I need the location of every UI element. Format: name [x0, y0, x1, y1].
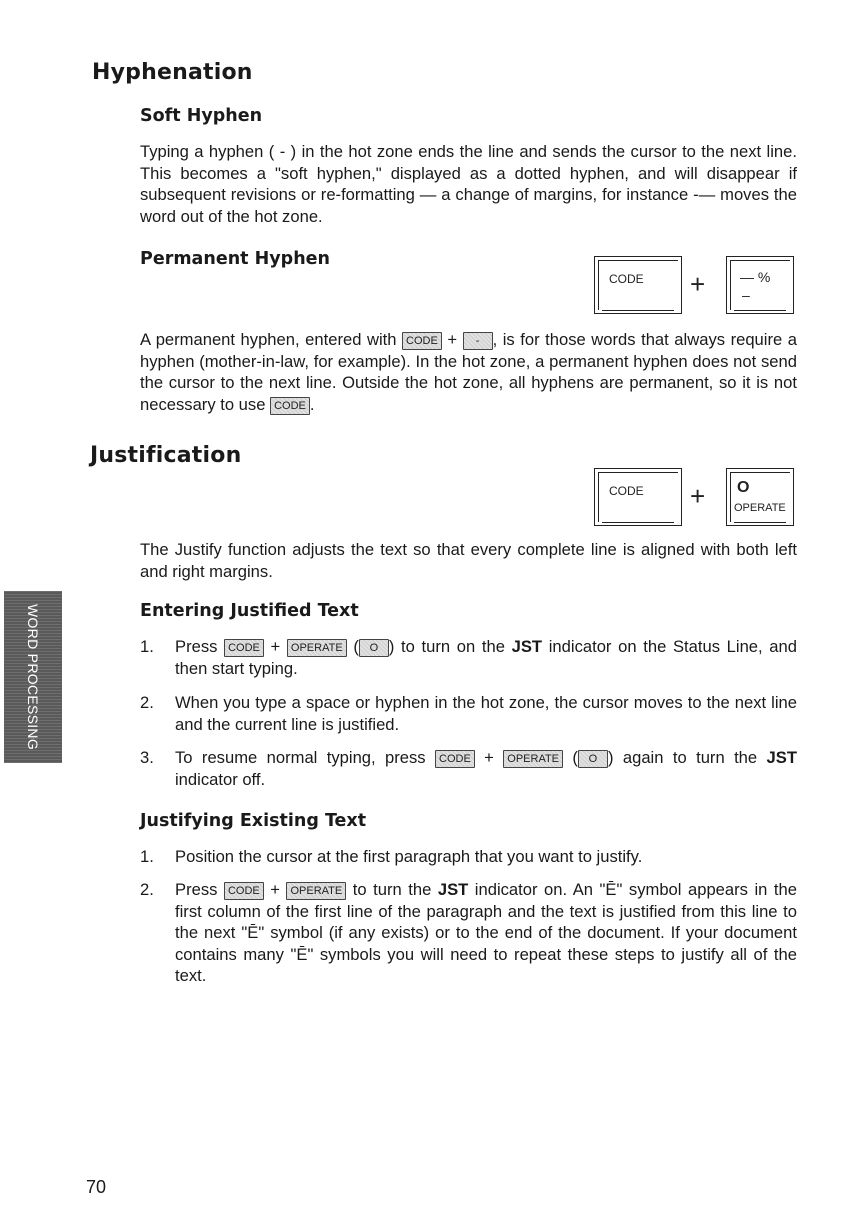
list-item: [140, 879, 797, 989]
o-key-chip: O: [359, 639, 389, 657]
plus-sign-2: +: [690, 481, 706, 511]
list-item-text: When you type a space or hyphen in the hot zone, the cursor moves to the next line and the current line is justified.: [175, 693, 797, 734]
subsection-title-entering-justified: Entering Justified Text: [140, 601, 359, 621]
list-item-text: To resume normal typing, press CODE + OPERATE ( O ) again to turn the JST indicator off.: [175, 748, 797, 789]
permanent-text-part-1: A permanent hyphen, entered with: [140, 330, 403, 349]
hyphen-key-top-label: — %: [740, 269, 771, 285]
subsection-title-soft-hyphen: Soft Hyphen: [140, 106, 263, 126]
code-key-diagram: [594, 256, 682, 314]
list-item-text: Press CODE + OPERATE to turn the JST indicator on. An "Ē" symbol appears in the first column of the first line of the paragraph and the text is justified from this line to the next "Ē" symbol (if any exists) or to the end of the document. If your document contains many "Ē" symbols you will need to repeat these steps to justify all of the text.: [175, 880, 797, 986]
list-item: [140, 636, 797, 680]
code-key-label-2: CODE: [609, 484, 644, 498]
code-key-label: CODE: [609, 272, 644, 286]
operate-key-top-label: O: [737, 479, 750, 496]
operate-key-chip: OPERATE: [287, 639, 347, 657]
subsection-title-justifying-existing: Justifying Existing Text: [140, 811, 367, 831]
code-key-chip: CODE: [435, 750, 475, 768]
page-number: 70: [86, 1177, 107, 1197]
list-number: 2.: [140, 693, 154, 712]
list-item-text: Press CODE + OPERATE ( O ) to turn on the JST indicator on the Status Line, and then start typing.: [175, 637, 797, 678]
hyphen-key-bottom-label: –: [742, 287, 750, 303]
hyphen-key-chip: -: [463, 332, 493, 350]
plus-text: +: [447, 330, 458, 349]
list-item: [140, 846, 797, 868]
list-number: 2.: [140, 880, 154, 899]
code-key-chip: CODE: [224, 639, 264, 657]
permanent-hyphen-paragraph: [140, 329, 797, 415]
list-number: 3.: [140, 748, 154, 767]
section-title-hyphenation: Hyphenation: [92, 60, 253, 85]
o-key-chip: O: [578, 750, 608, 768]
permanent-text-part-3: .: [309, 394, 315, 414]
list-number: 1.: [140, 637, 154, 656]
list-number: 1.: [140, 847, 154, 866]
code-key-chip: CODE: [224, 882, 264, 900]
code-key-diagram-2: [594, 468, 682, 526]
hyphen-key-diagram: [726, 256, 794, 314]
plus-sign: +: [690, 269, 706, 299]
operate-key-chip: OPERATE: [286, 882, 346, 900]
list-item: [140, 747, 797, 791]
list-item: [140, 692, 797, 736]
side-tab-label: WORD PROCESSING: [25, 603, 41, 751]
soft-hyphen-paragraph: Typing a hyphen ( - ) in the hot zone ends the line and sends the cursor to the next line. This becomes a "soft hyphen," displayed as a dotted hyphen, and will disappear if subsequent revisions or re-formatting — a change of margins, for instance -— moves the word out of the hot zone.: [140, 142, 797, 226]
operate-key-bottom-label: OPERATE: [734, 502, 786, 514]
section-title-justification: Justification: [90, 443, 242, 468]
permanent-text-part-2: , is for those words that always require a hyphen (mother-in-law, for example). In the hot zone, a permanent hyphen does not send the cursor to the next line. Outside the hot zone, all hyphens are permanent, so it is not necessary to use: [140, 330, 797, 414]
list-item-text: Position the cursor at the first paragraph that you want to justify.: [175, 847, 643, 866]
code-key-chip: CODE: [402, 332, 442, 350]
subsection-title-permanent-hyphen: Permanent Hyphen: [140, 249, 330, 269]
code-key-chip: CODE: [270, 397, 310, 415]
operate-key-diagram: [726, 468, 794, 526]
side-tab: [4, 591, 62, 763]
justify-intro-paragraph: The Justify function adjusts the text so that every complete line is aligned with both left and right margins.: [140, 540, 797, 581]
operate-key-chip: OPERATE: [503, 750, 563, 768]
